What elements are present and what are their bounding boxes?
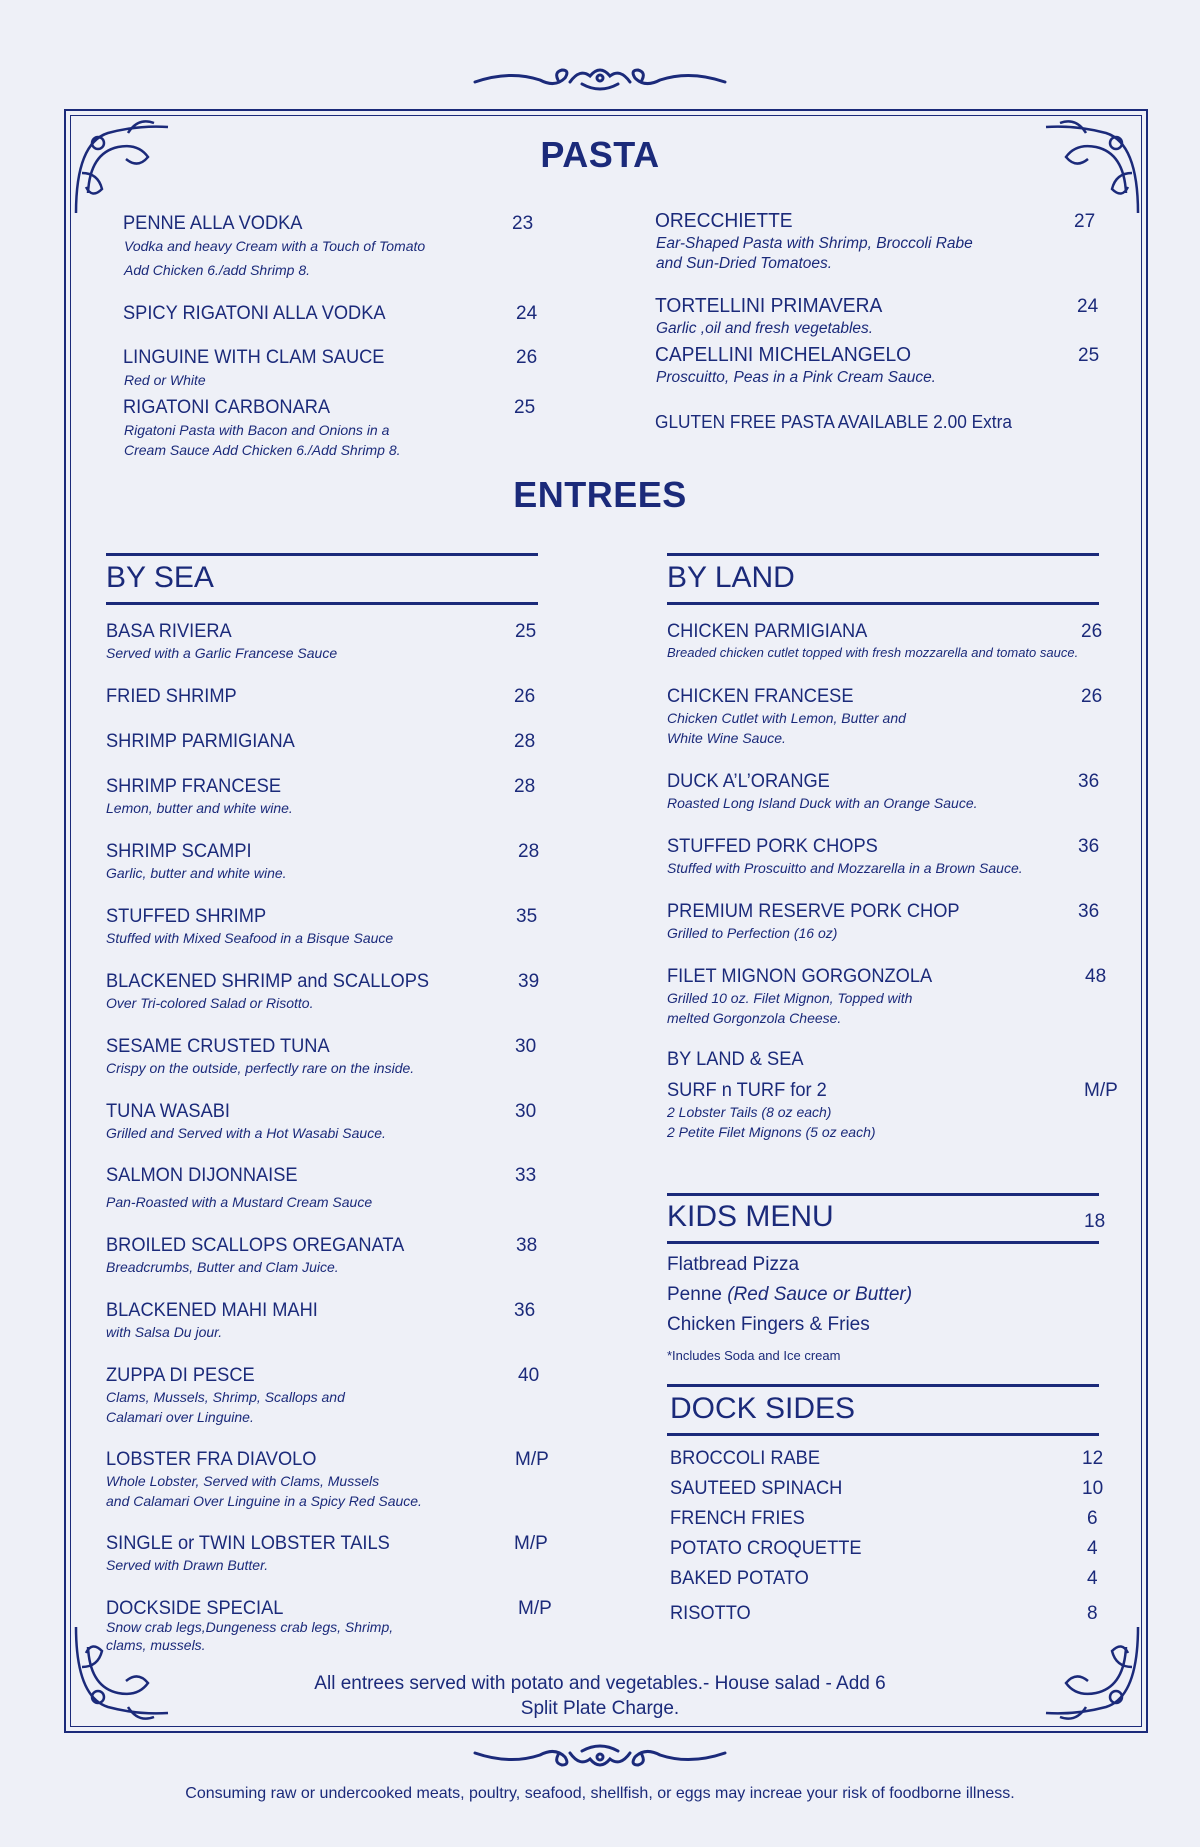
menu-item-name: SALMON DIJONNAISE — [106, 1165, 298, 1186]
menu-item-description: Grilled and Served with a Hot Wasabi Sauce. — [106, 1125, 386, 1141]
menu-item-price: M/P — [515, 1449, 549, 1470]
menu-item-description: Snow crab legs,Dungeness crab legs, Shrimp, — [106, 1619, 394, 1635]
menu-item-description: with Salsa Du jour. — [106, 1324, 223, 1340]
menu-item-price: 30 — [515, 1101, 537, 1122]
menu-item-description: Crispy on the outside, perfectly rare on the inside. — [106, 1060, 415, 1076]
by-sea-top-rule — [106, 553, 538, 556]
kids-top-rule — [667, 1193, 1099, 1196]
menu-item-name: BLACKENED SHRIMP and SCALLOPS — [106, 971, 430, 992]
side-item-name: FRENCH FRIES — [670, 1508, 805, 1529]
dock-sides-heading: DOCK SIDES — [670, 1392, 856, 1425]
entree-footer-note: All entrees served with potato and vegetables.- House salad - Add 6 — [314, 1673, 886, 1694]
health-disclaimer: Consuming raw or undercooked meats, poultry, seafood, shellfish, or eggs may increae your risk of foodborne illness. — [185, 1785, 1015, 1802]
menu-item-description: Stuffed with Proscuitto and Mozzarella in a Brown Sauce. — [667, 860, 1023, 876]
menu-item-description: Grilled to Perfection (16 oz) — [667, 925, 838, 941]
gluten-free-note: GLUTEN FREE PASTA AVAILABLE 2.00 Extra — [655, 412, 1012, 432]
side-item-price: 8 — [1087, 1603, 1098, 1624]
entrees-heading: ENTREES — [513, 474, 687, 515]
menu-item-price: 30 — [515, 1036, 537, 1057]
menu-item-price: 25 — [514, 397, 536, 418]
menu-item-description: Clams, Mussels, Shrimp, Scallops and — [106, 1389, 345, 1405]
side-item-price: 4 — [1087, 1538, 1098, 1559]
kids-item-note: (Red Sauce or Butter) — [727, 1284, 913, 1305]
kids-bottom-rule — [667, 1241, 1099, 1244]
sides-bottom-rule — [667, 1433, 1099, 1436]
menu-item-price: 28 — [514, 776, 536, 797]
side-item-price: 4 — [1087, 1568, 1098, 1589]
menu-item-description: Add Chicken 6./add Shrimp 8. — [124, 262, 310, 278]
menu-item-price: 28 — [514, 731, 536, 752]
menu-item-name: SESAME CRUSTED TUNA — [106, 1036, 330, 1057]
menu-item-name: BASA RIVIERA — [106, 621, 232, 642]
menu-item-description: Whole Lobster, Served with Clams, Mussels — [106, 1473, 380, 1489]
menu-item-price: M/P — [514, 1533, 548, 1554]
side-item-price: 10 — [1082, 1478, 1104, 1499]
menu-item-description: Vodka and heavy Cream with a Touch of Tomato — [124, 238, 426, 254]
menu-item-name: CAPELLINI MICHELANGELO — [655, 344, 912, 366]
menu-item-price: M/P — [1084, 1080, 1118, 1101]
menu-item-price: 26 — [1081, 621, 1103, 642]
menu-item-name: DUCK A’L’ORANGE — [667, 771, 830, 792]
menu-item-price: 26 — [514, 686, 536, 707]
menu-item-description: clams, mussels. — [106, 1637, 206, 1653]
menu-item-price: 25 — [1078, 345, 1100, 366]
kids-menu-price: 18 — [1084, 1211, 1106, 1232]
menu-item-price: 28 — [518, 841, 540, 862]
menu-item-description: Lemon, butter and white wine. — [106, 800, 293, 816]
side-item-price: 6 — [1087, 1508, 1098, 1529]
side-item-name: BROCCOLI RABE — [670, 1448, 821, 1469]
menu-item-name: LOBSTER FRA DIAVOLO — [106, 1449, 317, 1470]
menu-item-description: 2 Lobster Tails (8 oz each) — [667, 1104, 832, 1120]
menu-item-name: SHRIMP PARMIGIANA — [106, 731, 295, 752]
side-item-price: 12 — [1082, 1448, 1104, 1469]
by-sea-bottom-rule — [106, 602, 538, 605]
menu-item-price: 40 — [518, 1365, 540, 1386]
menu-item-description: and Sun-Dried Tomatoes. — [656, 255, 833, 272]
menu-item-name: SURF n TURF for 2 — [667, 1080, 827, 1101]
by-land-and-sea-label: BY LAND & SEA — [667, 1049, 804, 1070]
menu-item-name: CHICKEN PARMIGIANA — [667, 621, 868, 642]
menu-item-description: Chicken Cutlet with Lemon, Butter and — [667, 710, 906, 726]
menu-item-price: 36 — [1078, 901, 1100, 922]
menu-item-name: ORECCHIETTE — [655, 210, 793, 232]
menu-item-name: FILET MIGNON GORGONZOLA — [667, 966, 933, 987]
kids-item: Chicken Fingers & Fries — [667, 1314, 870, 1335]
menu-item-price: 26 — [516, 347, 538, 368]
menu-item-name: RIGATONI CARBONARA — [123, 397, 331, 418]
menu-item-price: 27 — [1074, 211, 1096, 232]
menu-item-name: BROILED SCALLOPS OREGANATA — [106, 1235, 405, 1256]
menu-item-name: SHRIMP FRANCESE — [106, 776, 282, 797]
menu-item-description: Pan-Roasted with a Mustard Cream Sauce — [106, 1194, 373, 1210]
menu-item-description: Rigatoni Pasta with Bacon and Onions in a — [124, 422, 390, 438]
menu-item-description: Proscuitto, Peas in a Pink Cream Sauce. — [656, 369, 936, 386]
by-land-top-rule — [667, 553, 1099, 556]
menu-item-description: Breaded chicken cutlet topped with fresh mozzarella and tomato sauce. — [667, 645, 1079, 660]
menu-item-price: 36 — [1078, 771, 1100, 792]
menu-item-price: M/P — [518, 1598, 552, 1619]
menu-item-description: Roasted Long Island Duck with an Orange Sauce. — [667, 795, 978, 811]
menu-item-price: 23 — [512, 213, 534, 234]
menu-item-description: Garlic, butter and white wine. — [106, 865, 287, 881]
menu-item-name: ZUPPA DI PESCE — [106, 1365, 255, 1386]
menu-item-description: Stuffed with Mixed Seafood in a Bisque Sauce — [106, 930, 394, 946]
menu-item-price: 39 — [518, 971, 540, 992]
kids-menu-heading: KIDS MENU — [667, 1200, 834, 1233]
menu-item-description: Grilled 10 oz. Filet Mignon, Topped with — [667, 990, 913, 1006]
kids-item: Flatbread Pizza — [667, 1254, 800, 1275]
menu-item-price: 26 — [1081, 686, 1103, 707]
by-land-heading: BY LAND — [667, 561, 795, 594]
menu-item-description: Served with a Garlic Francese Sauce — [106, 645, 338, 661]
menu-item-description: White Wine Sauce. — [667, 730, 786, 746]
split-plate-note: Split Plate Charge. — [520, 1698, 680, 1719]
kids-includes-note: *Includes Soda and Ice cream — [667, 1348, 841, 1363]
menu-item-name: SINGLE or TWIN LOBSTER TAILS — [106, 1533, 390, 1554]
menu-item-name: TORTELLINI PRIMAVERA — [655, 295, 883, 317]
menu-item-name: SPICY RIGATONI ALLA VODKA — [123, 303, 386, 324]
menu-item-price: 48 — [1085, 966, 1107, 987]
menu-item-name: CHICKEN FRANCESE — [667, 686, 854, 707]
menu-item-description: Garlic ,oil and fresh vegetables. — [656, 320, 874, 337]
kids-item — [667, 1284, 912, 1306]
by-land-bottom-rule — [667, 602, 1099, 605]
by-sea-heading: BY SEA — [106, 561, 214, 594]
menu-item-name: FRIED SHRIMP — [106, 686, 237, 707]
menu-item-price: 35 — [516, 906, 538, 927]
menu-item-name: SHRIMP SCAMPI — [106, 841, 252, 862]
menu-item-name: TUNA WASABI — [106, 1101, 230, 1122]
menu-item-price: 24 — [1077, 296, 1099, 317]
menu-item-name: STUFFED PORK CHOPS — [667, 836, 878, 857]
menu-item-price: 25 — [515, 621, 537, 642]
menu-item-name: DOCKSIDE SPECIAL — [106, 1598, 284, 1619]
menu-item-price: 36 — [1078, 836, 1100, 857]
side-item-name: BAKED POTATO — [670, 1568, 809, 1589]
top-flourish-ornament — [470, 62, 730, 98]
menu-item-description: Red or White — [124, 372, 206, 388]
menu-item-name: BLACKENED MAHI MAHI — [106, 1300, 318, 1321]
side-item-name: RISOTTO — [670, 1603, 751, 1624]
side-item-name: POTATO CROQUETTE — [670, 1538, 862, 1559]
menu-item-description: Cream Sauce Add Chicken 6./Add Shrimp 8. — [124, 442, 401, 458]
menu-item-price: 38 — [516, 1235, 538, 1256]
sides-top-rule — [667, 1384, 1099, 1387]
menu-item-description: Over Tri-colored Salad or Risotto. — [106, 995, 314, 1011]
pasta-heading: PASTA — [540, 134, 660, 175]
menu-item-description: Calamari over Linguine. — [106, 1409, 254, 1425]
corner-ornament-top-right — [1036, 113, 1146, 223]
menu-item-name: LINGUINE WITH CLAM SAUCE — [123, 347, 385, 368]
menu-item-description: Ear-Shaped Pasta with Shrimp, Broccoli Rabe — [656, 235, 973, 252]
menu-item-description: Served with Drawn Butter. — [106, 1557, 269, 1573]
menu-item-price: 36 — [514, 1300, 536, 1321]
menu-item-description: and Calamari Over Linguine in a Spicy Red Sauce. — [106, 1493, 422, 1509]
menu-item-price: 24 — [516, 303, 538, 324]
menu-item-name: STUFFED SHRIMP — [106, 906, 267, 927]
corner-ornament-top-left — [68, 113, 178, 223]
menu-item-name: PREMIUM RESERVE PORK CHOP — [667, 901, 960, 922]
bottom-flourish-ornament — [470, 1735, 730, 1771]
menu-item-description: Breadcrumbs, Butter and Clam Juice. — [106, 1259, 339, 1275]
kids-item-name: Penne — [667, 1284, 722, 1305]
menu-item-name: PENNE ALLA VODKA — [123, 213, 303, 234]
menu-item-description: 2 Petite Filet Mignons (5 oz each) — [667, 1124, 876, 1140]
menu-item-price: 33 — [515, 1165, 537, 1186]
menu-item-description: melted Gorgonzola Cheese. — [667, 1010, 842, 1026]
side-item-name: SAUTEED SPINACH — [670, 1478, 843, 1499]
